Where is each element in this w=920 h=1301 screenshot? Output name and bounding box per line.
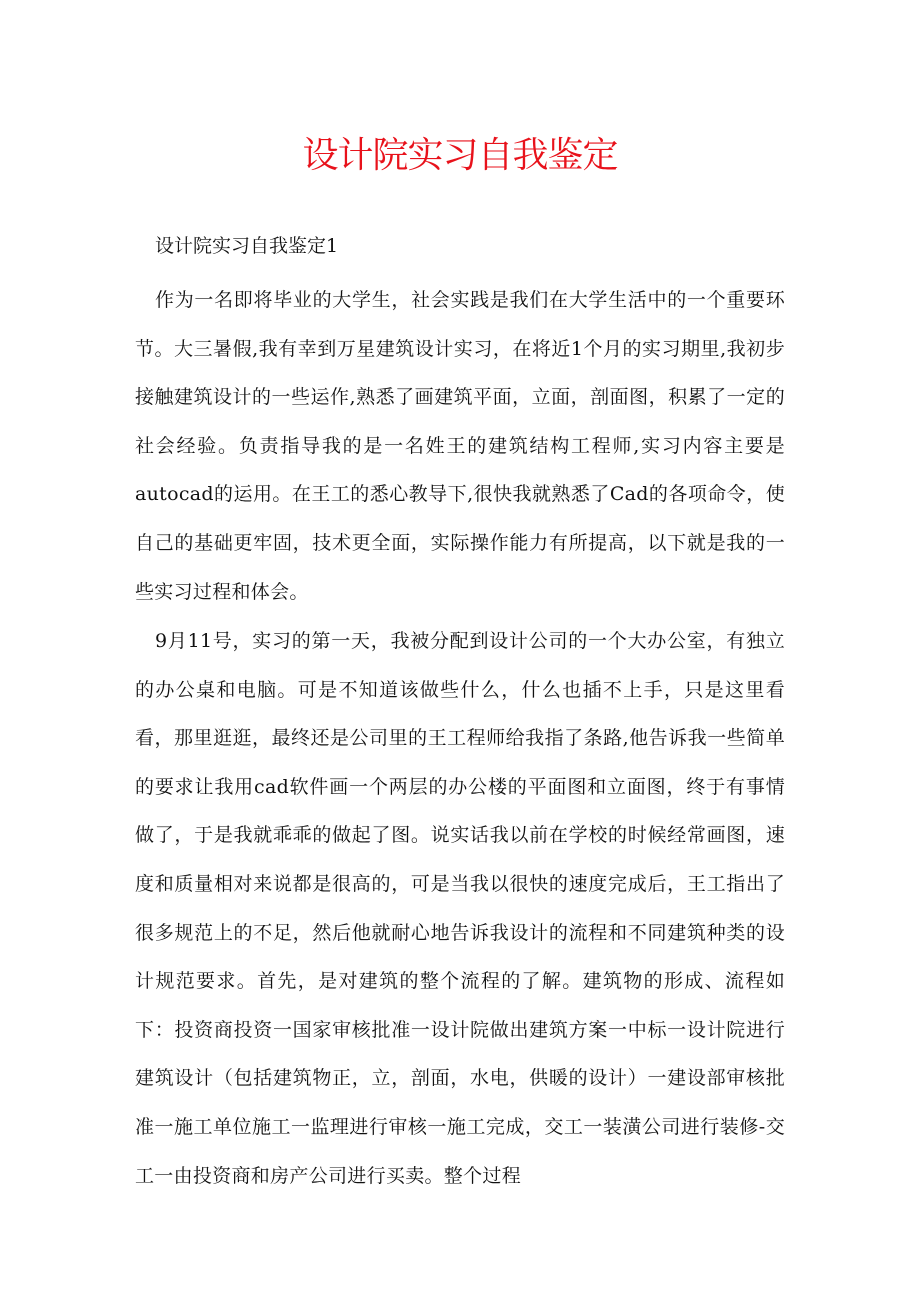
paragraph-intro: 作为一名即将毕业的大学生，社会实践是我们在大学生活中的一个重要环节。大三暑假,我有幸到万星建筑设计实习，在将近1个月的实习期里,我初步接触建筑设计的一些运作,熟悉了画建筑平面，立面，剖面图，积累了一定的社会经验。负责指导我的是一名姓王的建筑结构工程师,实习内容主要是autocad的运用。在王工的悉心教导下,很快我就熟悉了Cad的各项命令，使自己的基础更牢固，技术更全面，实际操作能力有所提高，以下就是我的一些实习过程和体会。	[135, 289, 785, 603]
paragraph-first-day: 9月11号，实习的第一天，我被分配到设计公司的一个大办公室，有独立的办公桌和电脑。可是不知道该做些什么，什么也插不上手，只是这里看看，那里逛逛，最终还是公司里的王工程师给我指了条路,他告诉我一些简单的要求让我用cad软件画一个两层的办公楼的平面图和立面图，终于有事情做了，于是我就乖乖的做起了图。说实话我以前在学校的时候经常画图，速度和质量相对来说都是很高的，可是当我以很快的速度完成后，王工指出了很多规范上的不足，然后他就耐心地告诉我设计的流程和不同建筑种类的设计规范要求。首先，是对建筑的整个流程的了解。建筑物的形成、流程如下：投资商投资一国家审核批准一设计院做出建筑方案一中标一设计院进行建筑设计（包括建筑物正，立，剖面，水电，供暖的设计）一建设部审核批准一施工单位施工一监理进行审核一施工完成，交工一装潢公司进行装修-交工一由投资商和房产公司进行买卖。整个过程	[135, 630, 785, 1187]
section-heading: 设计院实习自我鉴定1	[155, 235, 339, 257]
document-title: 设计院实习自我鉴定	[302, 135, 618, 176]
